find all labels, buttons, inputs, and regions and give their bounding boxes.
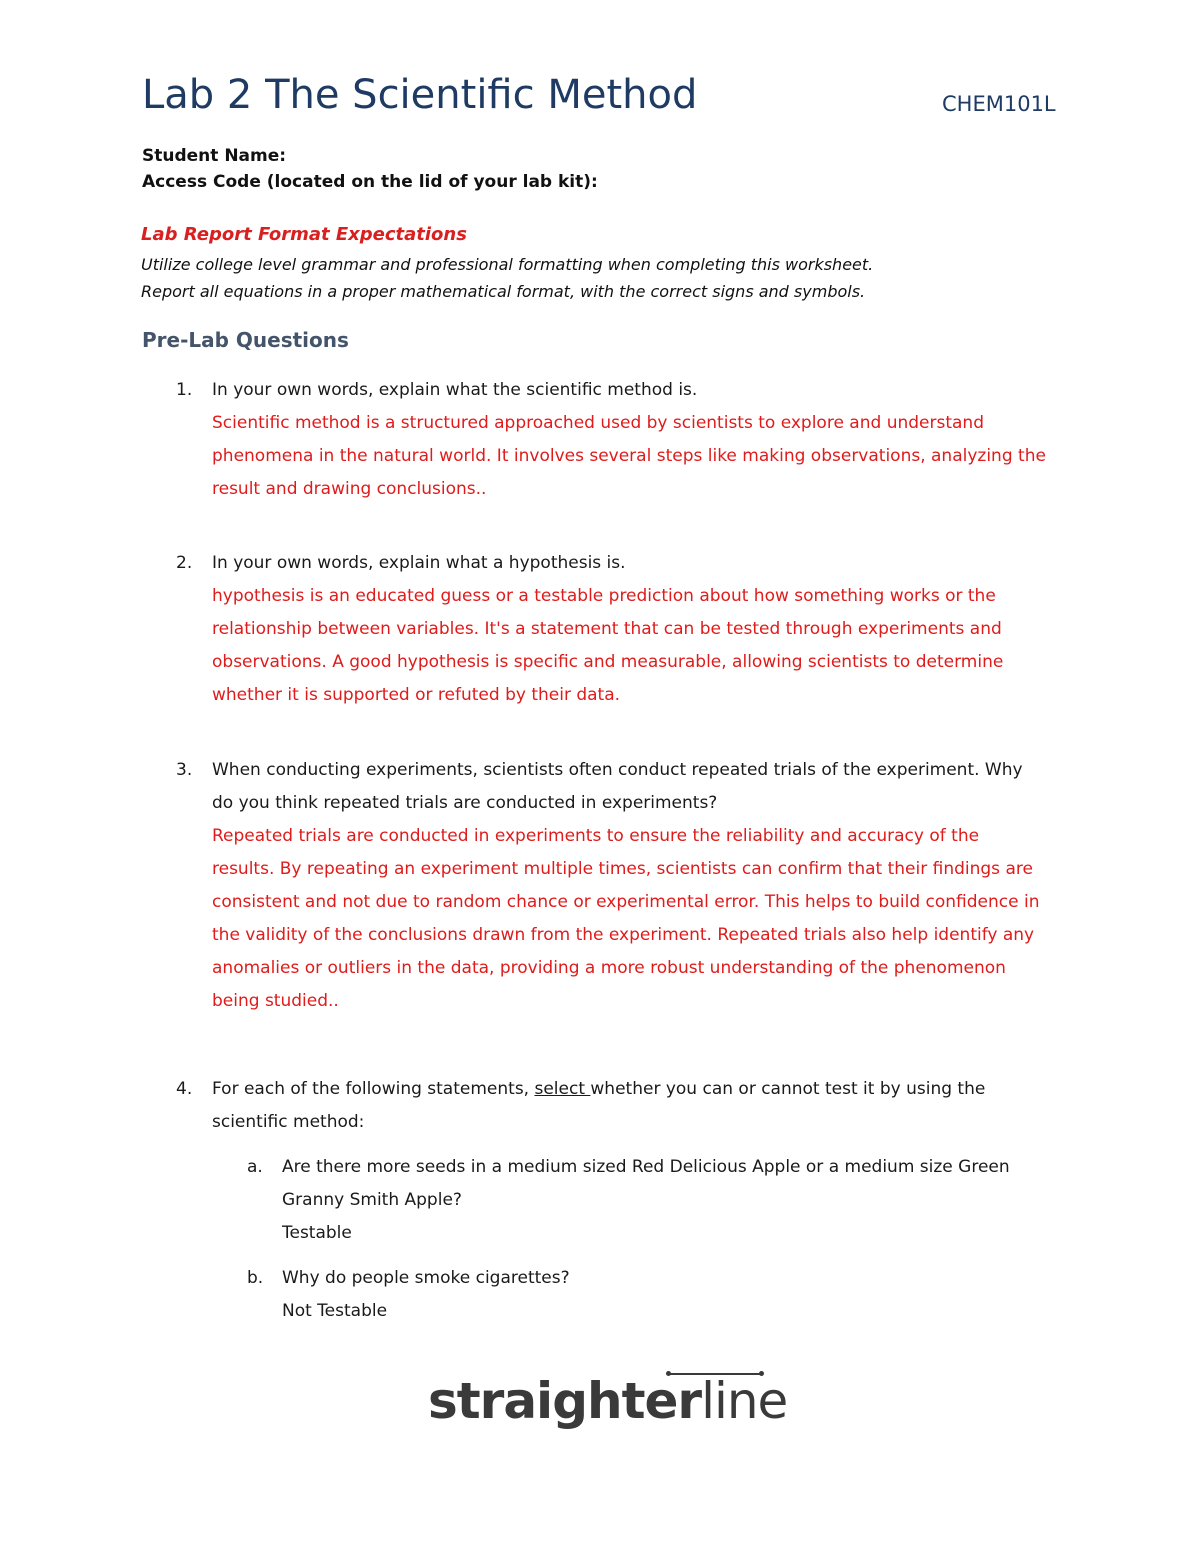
answer-line: anomalies or outliers in the data, providing a more robust understanding of the phenomenon [212,958,1006,978]
expectations-line-1: Utilize college level grammar and professional formatting when completing this worksheet. [141,255,874,274]
question-prompt: do you think repeated trials are conducted in experiments? [212,793,718,813]
course-code: CHEM101L [942,92,1056,116]
sub-item-letter: b. [247,1268,264,1288]
expectations-heading: Lab Report Format Expectations [141,224,467,245]
logo-wordmark: straighterline [428,1372,788,1430]
sub-item-a [247,1151,1047,1250]
sub-item-letter: a. [247,1157,263,1177]
question-prompt: In your own words, explain what the scientific method is. [212,380,698,400]
answer-line: phenomena in the natural world. It involves several steps like making observations, analyzing the [212,446,1046,466]
question-3 [176,754,1076,1018]
straighterline-logo [428,1368,788,1432]
question-prompt: scientific method: [212,1112,365,1132]
answer-line: Scientific method is a structured approached used by scientists to explore and understand [212,413,984,433]
answer-line: consistent and not due to random chance or experimental error. This helps to build confidence in [212,892,1040,912]
answer-line: observations. A good hypothesis is specific and measurable, allowing scientists to determine [212,652,1004,672]
sub-item-answer: Not Testable [282,1301,388,1321]
question-number: 3. [176,760,193,780]
sub-item-answer: Testable [282,1223,352,1243]
answer-line: results. By repeating an experiment multiple times, scientists can confirm that their findings are [212,859,1033,879]
sub-item-text: Why do people smoke cigarettes? [282,1268,570,1288]
sub-item-text: Are there more seeds in a medium sized Red Delicious Apple or a medium size Green [282,1157,1010,1177]
access-code-label: Access Code (located on the lid of your lab kit): [142,172,598,192]
question-number: 4. [176,1079,193,1099]
expectations-line-2: Report all equations in a proper mathematical format, with the correct signs and symbols. [141,282,866,301]
question-number: 1. [176,380,193,400]
answer-line: hypothesis is an educated guess or a testable prediction about how something works or the [212,586,996,606]
student-name-label: Student Name: [142,146,287,166]
answer-line: being studied.. [212,991,339,1011]
question-1 [176,374,1076,506]
page-title: Lab 2 The Scientific Method [142,72,698,118]
answer-line: the validity of the conclusions drawn from the experiment. Repeated trials also help identify any [212,925,1035,945]
answer-line: result and drawing conclusions.. [212,479,487,499]
question-prompt: For each of the following statements, select whether you can or cannot test it by using the [212,1079,986,1099]
answer-line: whether it is supported or refuted by their data. [212,685,621,705]
answer-line: relationship between variables. It's a statement that can be tested through experiments and [212,619,1002,639]
sub-item-b [247,1262,1047,1328]
sub-item-text: Granny Smith Apple? [282,1190,462,1210]
underlined-word: select [534,1079,591,1099]
section-title: Pre-Lab Questions [142,328,349,352]
question-2 [176,547,1076,712]
answer-line: Repeated trials are conducted in experiments to ensure the reliability and accuracy of the [212,826,980,846]
question-4 [176,1073,1076,1139]
question-prompt: When conducting experiments, scientists often conduct repeated trials of the experiment. Why [212,760,1023,780]
question-number: 2. [176,553,193,573]
question-prompt: In your own words, explain what a hypothesis is. [212,553,626,573]
